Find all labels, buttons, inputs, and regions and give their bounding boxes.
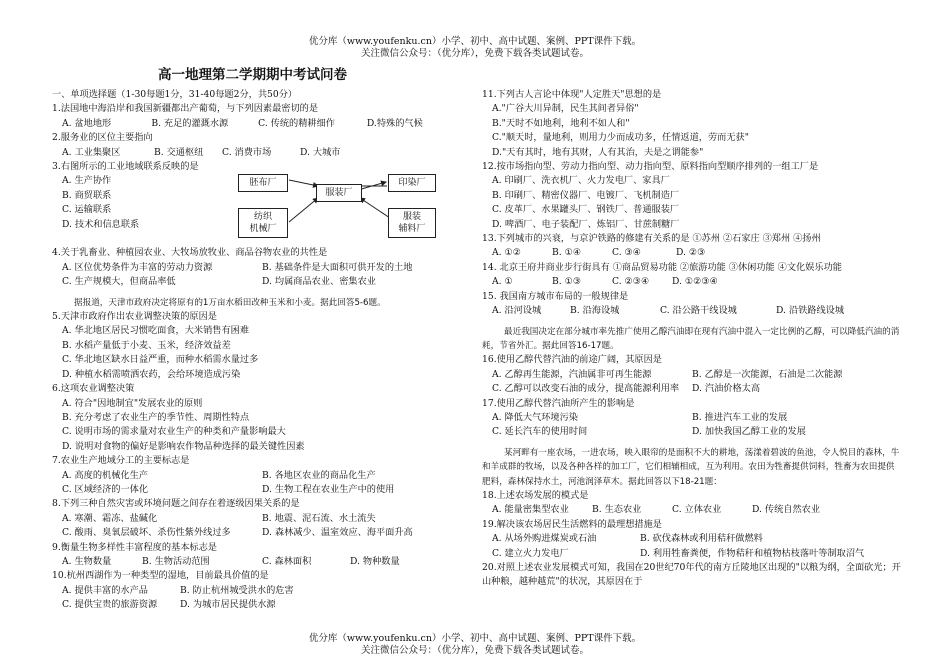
option-b: B. 生物活动范围 xyxy=(142,555,210,567)
question-13: 13.下列城市的兴衰，与京沪铁路的修建有关系的是 ①苏州 ②石家庄 ③郑州 ④扬州 xyxy=(482,233,821,245)
footer-line-1: 优分库（www.youfenku.cn）小学、初中、高中试题、案例、PPT课件下载。 xyxy=(308,633,642,644)
option-a: A. 能量密集型农业 xyxy=(492,504,569,516)
option-a: A. 生产协作 xyxy=(62,175,112,187)
option-c: C. 森林面积 xyxy=(262,555,312,567)
question-11: 11.下列古人言论中体现"人定胜天"思想的是 xyxy=(482,89,662,100)
option-a: A. 乙醇再生能源，汽油属非可再生能源 xyxy=(492,368,652,380)
section-heading: 一、单项选择题（1-30每题1分，31-40每题2分，共50分） xyxy=(52,89,298,100)
question-1: 1.法国地中海沿岸和我国新疆都出产葡萄，与下列因素最密切的是 xyxy=(52,103,319,115)
option-b: B. 各地区农业的商品化生产 xyxy=(262,469,376,481)
question-4: 4.关于乳畜业、种植园农业、大牧场放牧业、商品谷物农业的共性是 xyxy=(52,247,328,259)
option-a: A."广谷大川异制，民生其间者异俗" xyxy=(492,103,639,115)
option-b: B. 地震、泥石流、水土流失 xyxy=(262,512,376,524)
option-c: C."顺天时，量地利，则用力少而成功多，任情返道，劳而无获" xyxy=(492,132,749,144)
fangzhi-label-2: 机械厂 xyxy=(249,224,277,235)
question-4-options-2 xyxy=(52,275,464,289)
fuliao-label-1: 服装 xyxy=(402,212,421,223)
option-b: B. 水稻产量低于小麦、玉米，经济效益差 xyxy=(62,339,231,351)
question-7-options-1 xyxy=(52,469,464,483)
question-9-options xyxy=(52,555,464,569)
question-6: 6.这项农业调整决策 xyxy=(52,383,135,395)
option-d: D. 物种数量 xyxy=(350,555,400,567)
fuzhuang-factory-box: 服装厂 xyxy=(316,184,362,202)
option-d: D. 啤酒厂、电子装配厂、炼铝厂、甘蔗制糖厂 xyxy=(492,218,680,230)
option-a: A. 印刷厂、洗衣机厂、火力发电厂、家具厂 xyxy=(492,175,670,187)
question-14: 14. 北京王府井商业步行街具有 ①商品贸易功能 ②旅游功能 ③休闲功能 ④文化娱乐功能 xyxy=(482,261,842,273)
option-b: B. 充分考虑了农业生产的季节性、周期性特点 xyxy=(62,411,250,423)
fangzhi-machinery-box xyxy=(238,208,288,238)
pibu-factory-box: 胚布厂 xyxy=(238,174,288,192)
question-1-options xyxy=(52,117,464,131)
question-18: 18.上述农场发展的模式是 xyxy=(482,489,589,501)
option-a: A. 盆地地形 xyxy=(62,117,112,129)
option-b: B. 商贸联系 xyxy=(62,189,112,201)
option-c: C. 酸雨、臭氧层破坏、杀伤性紫外线过多 xyxy=(62,527,231,539)
option-c: C. 乙醇可以改变石油的成分，提高能源利用率 xyxy=(492,383,680,395)
option-d: D. 汽油价格太高 xyxy=(692,383,761,395)
option-a: A. 寒潮、霜冻、盐碱化 xyxy=(62,512,158,524)
option-a: A. 高度的机械化生产 xyxy=(62,469,148,481)
question-18-options xyxy=(482,503,902,517)
option-b: B. ①④ xyxy=(552,247,582,259)
fuliao-label-2: 辅料厂 xyxy=(398,224,426,235)
question-17-options-2 xyxy=(482,425,902,439)
option-c: C. 生产规模大，但商品率低 xyxy=(62,276,176,288)
option-d: D. 利用牲畜粪便，作物秸秆和植物枯枝落叶等制取沼气 xyxy=(640,547,865,559)
option-d: D. 生物工程在农业生产中的使用 xyxy=(262,483,395,495)
option-a: A. 区位优势条件为丰富的劳动力资源 xyxy=(62,261,213,273)
option-d: D. 大城市 xyxy=(300,146,341,158)
question-16-options-1 xyxy=(482,368,902,382)
option-b: B. ①③ xyxy=(552,276,582,288)
fangzhi-label-1: 纺织 xyxy=(253,212,272,223)
passage-tianjin: 据报道，天津市政府决定将原有的1万亩水稻田改种玉米和小麦。据此回答5-6题。 xyxy=(74,297,386,308)
option-c: C. 区域经济的一体化 xyxy=(62,483,149,495)
question-19-options-1 xyxy=(482,532,902,546)
page-header xyxy=(0,36,950,60)
question-9: 9.衡量生物多样性丰富程度的基本标志是 xyxy=(52,541,217,553)
option-b: B. 砍伐森林或利用秸秆做燃料 xyxy=(640,533,763,545)
fuliao-factory-box xyxy=(388,208,436,238)
option-c: C. 传统的精耕细作 xyxy=(258,117,335,129)
option-d: D. 技术和信息联系 xyxy=(62,218,140,230)
option-d: D. 沿铁路线设城 xyxy=(776,305,845,317)
option-c: C. 消费市场 xyxy=(222,146,272,158)
option-a: A. 提供丰富的水产品 xyxy=(62,584,148,596)
question-4-options-1 xyxy=(52,261,464,275)
left-column xyxy=(52,88,464,613)
question-16: 16.使用乙醇代替汽油的前途广阔，其原因是 xyxy=(482,354,662,366)
question-2: 2.服务业的区位主要指向 xyxy=(52,132,153,144)
option-b: B."天时不如地利，地利不如人和" xyxy=(492,117,630,129)
option-a: A. 降低大气环境污染 xyxy=(492,411,578,423)
option-b: B. 基础条件是大面积可供开发的土地 xyxy=(262,261,413,273)
option-d: D. 加快我国乙醇工业的发展 xyxy=(692,426,806,438)
question-10-options-2 xyxy=(52,598,464,612)
passage-ethanol: 最近我国决定在部分城市率先推广使用乙醇汽油即在现有汽油中混入一定比例的乙醇，可以降低汽油的消耗，节省外汇。据此回答16-17题。 xyxy=(482,326,900,351)
option-c: C. ②③④ xyxy=(612,276,650,288)
question-8-options-1 xyxy=(52,512,464,526)
option-d: D."天有其时，地有其财，人有其治，夫是之谓能参" xyxy=(492,146,704,158)
question-10: 10.杭州西湖作为一种类型的湿地，目前最具价值的是 xyxy=(52,570,269,582)
industry-diagram-area xyxy=(52,174,464,246)
option-b: B. 推进汽车工业的发展 xyxy=(692,411,788,423)
arrow-fangzhi-to-fuzhuang xyxy=(289,198,318,222)
option-c: C. ③④ xyxy=(612,247,642,259)
question-13-options xyxy=(482,246,902,260)
option-b: B. 充足的灌溉水源 xyxy=(151,117,229,129)
option-c: C. 华北地区缺水日益严重，而种水稻需水量过多 xyxy=(62,354,259,366)
option-b: B. 交通枢纽 xyxy=(154,146,204,158)
option-d: D. 传统自然农业 xyxy=(752,504,821,516)
question-7: 7.农业生产地域分工的主要标志是 xyxy=(52,455,190,467)
right-column xyxy=(482,88,902,590)
question-8-options-2 xyxy=(52,526,464,540)
option-a: A. ① xyxy=(492,276,513,288)
option-c: C. 皮革厂、水果罐头厂、钢铁厂、普通服装厂 xyxy=(492,204,680,216)
question-7-options-2 xyxy=(52,483,464,497)
question-17: 17.使用乙醇代替汽油所产生的影响是 xyxy=(482,397,635,409)
question-15: 15. 我国南方城市布局的一般规律是 xyxy=(482,290,629,302)
option-b: B. 印刷厂、精密仪器厂、电镀厂、飞机制造厂 xyxy=(492,189,680,201)
header-line-1: 优分库（www.youfenku.cn）小学、初中、高中试题、案例、PPT课件下载。 xyxy=(308,36,642,47)
question-20: 20.对照上述农业发展模式可知，我国在20世纪70年代的南方丘陵地区出现的"以粮为纲，全面砍光；开山种粮，越种越荒"的状况，其原因在于 xyxy=(482,562,901,588)
question-14-options xyxy=(482,275,902,289)
option-d: D. ②③ xyxy=(676,247,706,259)
question-19: 19.解决该农场居民生活燃料的最理想措施是 xyxy=(482,518,662,530)
option-c: C. 沿公路干线设城 xyxy=(660,305,737,317)
page-footer xyxy=(0,633,950,657)
question-17-options-1 xyxy=(482,411,902,425)
option-c: C. 提供宝贵的旅游资源 xyxy=(62,599,158,611)
passage-farm: 某河畔有一座农场，一进农场，映入眼帘的是面积不大的耕地，荡漾着碧波的鱼池，令人悦目的森林，牛和羊成群的牧场，以及各种各样的加工厂，它们相辅相成，互为利用。农田为牲畜提供饲料，牲畜为农田提供肥料，森林保持水土，河池润泽草木。据此回答以下18-21题： xyxy=(482,447,900,487)
option-d: D. 均属商品农业、密集农业 xyxy=(262,276,376,288)
question-16-options-2 xyxy=(482,382,902,396)
option-d: D. 为城市居民提供水源 xyxy=(180,599,276,611)
question-2-options xyxy=(52,146,464,160)
option-b: B. 乙醇是一次能源，石油是二次能源 xyxy=(692,368,843,380)
question-15-options xyxy=(482,304,902,318)
footer-line-2: 关注微信公众号：（优分库），免费下载各类试题试卷。 xyxy=(360,645,589,656)
option-d: D. 森林减少、温室效应、海平面升高 xyxy=(262,527,413,539)
option-a: A. 生物数量 xyxy=(62,555,112,567)
option-c: C. 运输联系 xyxy=(62,204,112,216)
question-10-options-1 xyxy=(52,584,464,598)
question-19-options-2 xyxy=(482,547,902,561)
option-d: D. 说明对食物的偏好是影响农作物品种选择的最关键性因素 xyxy=(62,440,305,452)
option-d: D. ①②③④ xyxy=(672,276,718,288)
option-a: A. 华北地区居民习惯吃面食，大米销售有困难 xyxy=(62,325,250,337)
option-d: D. 种植水稻需喷洒农药，会给环境造成污染 xyxy=(62,368,241,380)
header-line-2: 关注微信公众号：（优分库），免费下载各类试题试卷。 xyxy=(360,48,589,59)
arrow-fuliao-to-fuzhuang xyxy=(360,198,390,218)
option-c: C. 立体农业 xyxy=(672,504,722,516)
option-a: A. 沿河设城 xyxy=(492,305,542,317)
question-5: 5.天津市政府作出农业调整决策的原因是 xyxy=(52,311,217,323)
option-a: A. 符合"因地制宜"发展农业的原则 xyxy=(62,397,203,409)
option-c: C. 建立火力发电厂 xyxy=(492,547,569,559)
option-c: C. 说明市场的需求量对农业生产的种类和产量影响最大 xyxy=(62,426,286,438)
option-a: A. 从场外购进煤炭或石油 xyxy=(492,533,597,545)
question-8: 8.下列三种自然灾害或环境问题之间存在着逐级因果关系的是 xyxy=(52,498,300,510)
option-b: B. 沿海设城 xyxy=(570,305,620,317)
option-d: D.特殊的气候 xyxy=(366,117,423,129)
option-b: B. 生态农业 xyxy=(592,504,642,516)
option-b: B. 防止杭州城受洪水的危害 xyxy=(180,584,294,596)
option-c: C. 延长汽车的使用时间 xyxy=(492,426,588,438)
option-a: A. ①② xyxy=(492,247,521,259)
arrow-pibu-to-fuzhuang xyxy=(289,180,318,186)
option-a: A. 工业集聚区 xyxy=(62,146,121,158)
question-3: 3.右图所示的工业地域联系反映的是 xyxy=(52,161,199,173)
page-title: 高一地理第二学期期中考试问卷 xyxy=(158,67,347,83)
question-12: 12.按市场指向型、劳动力指向型、动力指向型、原料指向型顺序排列的一组工厂是 xyxy=(482,161,819,173)
yinran-factory-box: 印染厂 xyxy=(388,174,436,192)
